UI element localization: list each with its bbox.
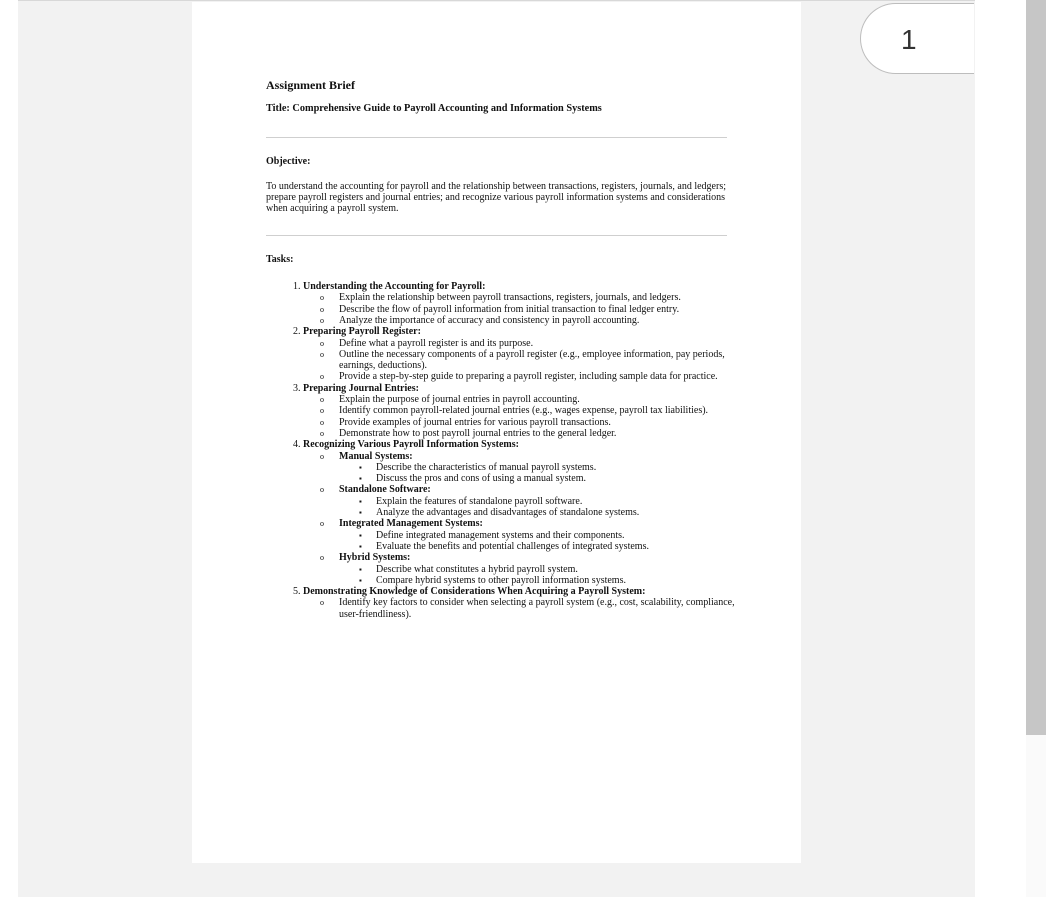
- task-title: Recognizing Various Payroll Information Systems:: [303, 439, 519, 451]
- tasks-list: [266, 281, 736, 620]
- subgroup-title: Hybrid Systems:: [339, 552, 411, 564]
- task-subitem: ▪ Explain the features of standalone payroll software.: [376, 496, 736, 507]
- task-title: Demonstrating Knowledge of Considerations When Acquiring a Payroll System:: [303, 586, 646, 598]
- task-subitem: o Outline the necessary components of a payroll register (e.g., employee information, pay periods, earnings, deductions).: [339, 349, 736, 372]
- task-subgroup: [339, 552, 736, 586]
- task-item: [303, 281, 736, 326]
- task-subitem: ▪ Analyze the advantages and disadvantages of standalone systems.: [376, 507, 736, 518]
- divider: [266, 137, 727, 138]
- tasks-heading: Tasks:: [266, 253, 294, 265]
- objective-text: To understand the accounting for payroll and the relationship between transactions, registers, journals, and ledgers; prepare payroll registers and journal entries; and recognize various payroll information systems and considerations when acquiring a payroll system.: [266, 180, 726, 215]
- task-subitem: ▪ Describe what constitutes a hybrid payroll system.: [376, 564, 736, 575]
- task-subgroup: [339, 484, 736, 518]
- task-item: [303, 586, 736, 620]
- document-content: [266, 80, 736, 620]
- task-item: [303, 439, 736, 586]
- task-title: Preparing Payroll Register:: [303, 326, 421, 338]
- subgroup-title: Manual Systems:: [339, 450, 413, 462]
- task-subitem: o Identify key factors to consider when selecting a payroll system (e.g., cost, scalability, compliance, user-friendliness).: [339, 597, 736, 620]
- task-title: Understanding the Accounting for Payroll:: [303, 281, 486, 293]
- task-subitem: o Define what a payroll register is and its purpose.: [339, 338, 736, 349]
- task-subitem: ▪ Compare hybrid systems to other payroll information systems.: [376, 575, 736, 586]
- task-subitem: o Provide a step-by-step guide to preparing a payroll register, including sample data for practice.: [339, 371, 736, 382]
- task-subitem: o Describe the flow of payroll information from initial transaction to final ledger entry.: [339, 304, 736, 315]
- task-subitem: o Explain the relationship between payroll transactions, registers, journals, and ledgers.: [339, 292, 736, 303]
- doc-heading: Assignment Brief: [266, 78, 355, 92]
- objective-heading: Objective:: [266, 155, 311, 167]
- task-subgroup: [339, 518, 736, 552]
- viewer-divider: [18, 0, 975, 1]
- page-number-indicator: [860, 3, 974, 74]
- task-subitem: ▪ Describe the characteristics of manual payroll systems.: [376, 462, 736, 473]
- task-subitem: ▪ Define integrated management systems and their components.: [376, 530, 736, 541]
- task-subitem: o Analyze the importance of accuracy and consistency in payroll accounting.: [339, 315, 736, 326]
- doc-title: Title: Comprehensive Guide to Payroll Accounting and Information Systems: [266, 103, 602, 115]
- task-subitem: o Explain the purpose of journal entries in payroll accounting.: [339, 394, 736, 405]
- subgroup-title: Integrated Management Systems:: [339, 518, 483, 530]
- task-item: [303, 383, 736, 439]
- task-subitem: ▪ Evaluate the benefits and potential challenges of integrated systems.: [376, 541, 736, 552]
- task-subgroup: [339, 451, 736, 485]
- task-title: Preparing Journal Entries:: [303, 382, 419, 394]
- task-subitem: o Demonstrate how to post payroll journal entries to the general ledger.: [339, 428, 736, 439]
- subgroup-title: Standalone Software:: [339, 484, 431, 496]
- task-subitem: o Identify common payroll-related journal entries (e.g., wages expense, payroll tax liabilities).: [339, 405, 736, 416]
- divider: [266, 235, 727, 236]
- task-subitem: o Provide examples of journal entries for various payroll transactions.: [339, 417, 736, 428]
- task-item: [303, 326, 736, 382]
- task-subitem: ▪ Discuss the pros and cons of using a manual system.: [376, 473, 736, 484]
- scrollbar-thumb[interactable]: [1026, 0, 1046, 735]
- page-number: 1: [901, 24, 917, 55]
